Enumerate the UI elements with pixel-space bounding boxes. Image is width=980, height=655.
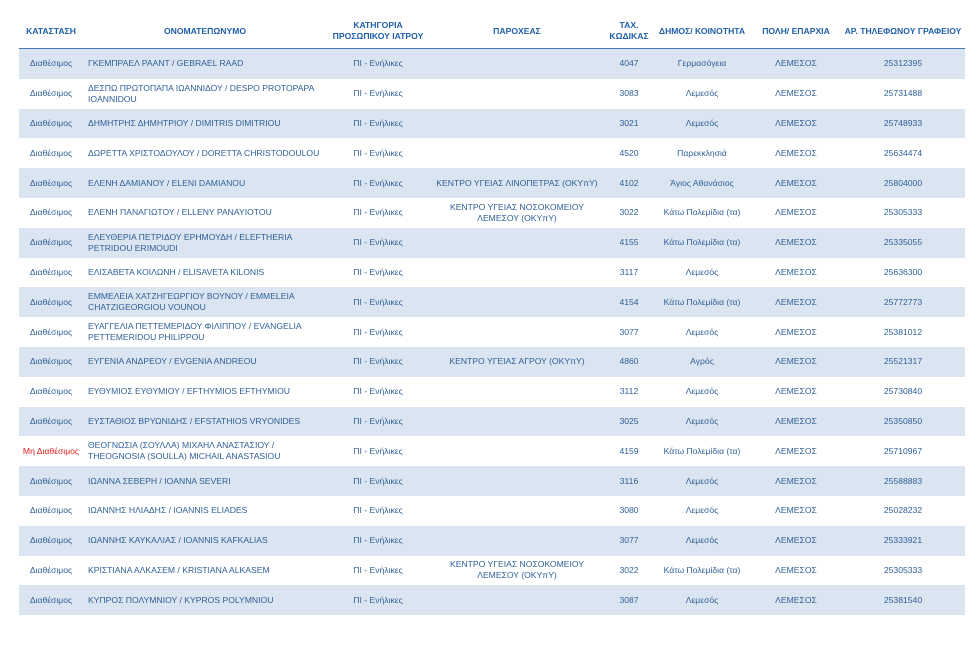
cell-city: ΛΕΜΕΣΟΣ	[751, 347, 841, 377]
cell-category: ΠΙ - Ενήλικες	[327, 228, 429, 258]
cell-provider	[429, 377, 605, 407]
cell-municipality: Λεμεσός	[685, 88, 719, 99]
cell-name: ΙΩΑΝΝΑ ΣΕΒΕΡΗ / IOANNA SEVERI	[83, 466, 327, 496]
table-row	[19, 168, 965, 198]
cell-name: ΚΡΙΣΤΙΑΝΑ ΑΛΚΑΣΕΜ / KRISTIANA ALKASEM	[88, 564, 270, 575]
cell-status: Διαθέσιμος	[19, 228, 83, 258]
cell-name: ΕΥΑΓΓΕΛΙΑ ΠΕΤΤΕΜΕΡΙΔΟΥ ΦΙΛΙΠΠΟΥ / EVANGELIA PETTEMERIDOU PHILIPPOU	[88, 321, 302, 343]
doctors-table	[19, 14, 965, 615]
cell-postcode: 4155	[605, 228, 653, 258]
cell-phone: 25521317	[841, 347, 965, 377]
cell-municipality: Λεμεσός	[653, 109, 751, 139]
cell-category: ΠΙ - Ενήλικες	[353, 266, 403, 277]
cell-municipality: Άγιος Αθανάσιος	[653, 168, 751, 198]
cell-postcode: 3083	[619, 88, 639, 99]
cell-provider	[429, 49, 605, 79]
cell-city: ΛΕΜΕΣΟΣ	[751, 407, 841, 437]
cell-status: Διαθέσιμος	[19, 347, 83, 377]
cell-name: ΙΩΑΝΝΗΣ ΚΑΥΚΑΛΙΑΣ / IOANNIS KAFKALIAS	[83, 526, 327, 556]
cell-municipality: Αγρός	[653, 347, 751, 377]
header-phone: ΑΡ. ΤΗΛΕΦΩΝΟΥ ΓΡΑΦΕΙΟΥ	[841, 14, 965, 49]
cell-name: ΕΜΜΕΛΕΙΑ ΧΑΤΖΗΓΕΩΡΓΙΟΥ ΒΟΥΝΟΥ / EMMELEIA CHATZIGEORGIOU VOUNOU	[83, 287, 327, 317]
cell-category: ΠΙ - Ενήλικες	[327, 526, 429, 556]
cell-phone: 25588883	[841, 466, 965, 496]
cell-name: ΕΥΣΤΑΘΙΟΣ ΒΡΥΩΝΙΔΗΣ / EFSTATHIOS VRYONIDES	[83, 407, 327, 437]
cell-city: ΛΕΜΕΣΟΣ	[775, 564, 817, 575]
cell-municipality: Κάτω Πολεμίδια (τα)	[663, 564, 741, 575]
table-body	[19, 49, 965, 616]
cell-provider	[429, 258, 605, 288]
cell-municipality: Λεμεσός	[685, 266, 719, 277]
cell-status: Διαθέσιμος	[19, 466, 83, 496]
table-row	[19, 377, 965, 407]
cell-postcode: 3021	[605, 109, 653, 139]
cell-postcode: 3077	[605, 526, 653, 556]
cell-name: ΔΗΜΗΤΡΗΣ ΔΗΜΗΤΡΙΟΥ / DIMITRIS DIMITRIOU	[83, 109, 327, 139]
cell-city: ΛΕΜΕΣΟΣ	[775, 147, 817, 158]
cell-phone: 25748933	[841, 109, 965, 139]
cell-category: ΠΙ - Ενήλικες	[327, 49, 429, 79]
cell-provider: ΚΕΝΤΡΟ ΥΓΕΙΑΣ ΑΓΡΟΥ (ΟΚΥπΥ)	[429, 347, 605, 377]
cell-phone: 25634474	[883, 147, 923, 158]
cell-name: ΕΥΓΕΝΙΑ ΑΝΔΡΕΟΥ / EVGENIA ANDREOU	[83, 347, 327, 377]
cell-postcode: 3080	[619, 505, 639, 516]
cell-phone: 25381540	[841, 585, 965, 615]
cell-status: Διαθέσιμος	[29, 386, 73, 397]
cell-provider	[429, 138, 605, 168]
cell-provider	[429, 228, 605, 258]
cell-city: ΛΕΜΕΣΟΣ	[751, 585, 841, 615]
header-postcode: ΤΑΧ. ΚΩΔΙΚΑΣ	[605, 14, 653, 49]
cell-category: ΠΙ - Ενήλικες	[327, 109, 429, 139]
table-row	[19, 198, 965, 228]
doctors-table-container	[19, 14, 965, 615]
cell-postcode: 3022	[619, 207, 639, 218]
cell-city: ΛΕΜΕΣΟΣ	[751, 466, 841, 496]
cell-phone: 25710967	[883, 445, 923, 456]
cell-phone: 25804000	[841, 168, 965, 198]
table-row	[19, 49, 965, 79]
cell-city: ΛΕΜΕΣΟΣ	[775, 207, 817, 218]
cell-category: ΠΙ - Ενήλικες	[327, 347, 429, 377]
table-row	[19, 585, 965, 615]
table-header-row	[19, 14, 965, 49]
cell-city: ΛΕΜΕΣΟΣ	[751, 526, 841, 556]
cell-category: ΠΙ - Ενήλικες	[353, 147, 403, 158]
cell-city: ΛΕΜΕΣΟΣ	[751, 109, 841, 139]
cell-city: ΛΕΜΕΣΟΣ	[775, 326, 817, 337]
cell-phone: 25305333	[883, 564, 923, 575]
cell-postcode: 4154	[605, 287, 653, 317]
cell-phone: 25772773	[841, 287, 965, 317]
table-row	[19, 526, 965, 556]
cell-status: Διαθέσιμος	[19, 287, 83, 317]
cell-postcode: 3022	[619, 564, 639, 575]
cell-provider	[429, 79, 605, 109]
cell-phone: 25381012	[883, 326, 923, 337]
cell-provider	[429, 287, 605, 317]
header-name: ΟΝΟΜΑΤΕΠΩΝΥΜΟ	[83, 14, 327, 49]
cell-status: Διαθέσιμος	[19, 49, 83, 79]
cell-category: ΠΙ - Ενήλικες	[353, 207, 403, 218]
cell-name: ΕΥΘΥΜΙΟΣ ΕΥΘΥΜΙΟΥ / EFTHYMIOS EFTHYMIOU	[88, 386, 290, 397]
cell-provider	[429, 317, 605, 347]
cell-category: ΠΙ - Ενήλικες	[353, 505, 403, 516]
cell-postcode: 4860	[605, 347, 653, 377]
cell-provider: ΚΕΝΤΡΟ ΥΓΕΙΑΣ ΝΟΣΟΚΟΜΕΙΟΥ ΛΕΜΕΣΟΥ (ΟΚΥπΥ)	[449, 201, 585, 223]
table-row	[19, 79, 965, 109]
cell-category: ΠΙ - Ενήλικες	[353, 564, 403, 575]
cell-phone: 25028232	[883, 505, 923, 516]
cell-city: ΛΕΜΕΣΟΣ	[751, 228, 841, 258]
cell-municipality: Γερμασόγεια	[653, 49, 751, 79]
table-row	[19, 407, 965, 437]
cell-status: Διαθέσιμος	[29, 564, 73, 575]
table-row	[19, 556, 965, 586]
cell-name: ΙΩΑΝΝΗΣ ΗΛΙΑΔΗΣ / IOANNIS ELIADES	[88, 505, 248, 516]
cell-category: ΠΙ - Ενήλικες	[327, 585, 429, 615]
cell-city: ΛΕΜΕΣΟΣ	[751, 168, 841, 198]
cell-status: Διαθέσιμος	[19, 526, 83, 556]
cell-status: Διαθέσιμος	[29, 207, 73, 218]
cell-name: ΕΛΕΝΗ ΔΑΜΙΑΝΟΥ / ELENI DAMIANOU	[83, 168, 327, 198]
cell-municipality: Κάτω Πολεμίδια (τα)	[663, 445, 741, 456]
table-row	[19, 258, 965, 288]
cell-municipality: Λεμεσός	[653, 466, 751, 496]
cell-postcode: 4159	[619, 445, 639, 456]
cell-provider: ΚΕΝΤΡΟ ΥΓΕΙΑΣ ΝΟΣΟΚΟΜΕΙΟΥ ΛΕΜΕΣΟΥ (ΟΚΥπΥ)	[449, 559, 585, 581]
cell-provider	[429, 109, 605, 139]
cell-status: Διαθέσιμος	[29, 326, 73, 337]
cell-status: Διαθέσιμος	[19, 585, 83, 615]
cell-city: ΛΕΜΕΣΟΣ	[751, 287, 841, 317]
header-provider: ΠΑΡΟΧΕΑΣ	[429, 14, 605, 49]
cell-provider	[429, 496, 605, 526]
table-row	[19, 317, 965, 347]
cell-name: ΕΛΙΣΑΒΕΤΑ ΚΟΙΛΩΝΗ / ELISAVETA KILONIS	[88, 266, 265, 277]
cell-name: ΕΛΕΥΘΕΡΙΑ ΠΕΤΡΙΔΟΥ ΕΡΗΜΟΥΔΗ / ELEFTHERIA PETRIDOU ERIMOUDI	[83, 228, 327, 258]
cell-name: ΚΥΠΡΟΣ ΠΟΛΥΜΝΙΟΥ / KYPROS POLYMNIOU	[83, 585, 327, 615]
table-row	[19, 496, 965, 526]
cell-phone: 25333921	[841, 526, 965, 556]
cell-name: ΘΕΟΓΝΩΣΙΑ (ΣΟΥΛΛΑ) ΜΙΧΑΗΛ ΑΝΑΣΤΑΣΙΟΥ / THEOGNOSIA (SOULLA) MICHAIL ANASTASIOU	[88, 440, 281, 462]
cell-phone: 25312395	[841, 49, 965, 79]
cell-category: ΠΙ - Ενήλικες	[353, 386, 403, 397]
cell-category: ΠΙ - Ενήλικες	[327, 407, 429, 437]
cell-city: ΛΕΜΕΣΟΣ	[751, 49, 841, 79]
table-row	[19, 138, 965, 168]
cell-city: ΛΕΜΕΣΟΣ	[775, 445, 817, 456]
cell-municipality: Κάτω Πολεμίδια (τα)	[653, 228, 751, 258]
cell-postcode: 3112	[619, 386, 639, 397]
cell-municipality: Κάτω Πολεμίδια (τα)	[653, 287, 751, 317]
cell-category: ΠΙ - Ενήλικες	[327, 466, 429, 496]
cell-status: Διαθέσιμος	[29, 266, 73, 277]
header-category: ΚΑΤΗΓΟΡΙΑ ΠΡΟΣΩΠΙΚΟΥ ΙΑΤΡΟΥ	[327, 14, 429, 49]
cell-phone: 25731488	[883, 88, 923, 99]
cell-city: ΛΕΜΕΣΟΣ	[775, 266, 817, 277]
cell-phone: 25335055	[841, 228, 965, 258]
cell-postcode: 3077	[619, 326, 639, 337]
cell-category: ΠΙ - Ενήλικες	[353, 445, 403, 456]
cell-status: Διαθέσιμος	[29, 88, 73, 99]
cell-name: ΓΚΕΜΠΡΑΕΛ ΡΑΑΝΤ / GEBRAEL RAAD	[83, 49, 327, 79]
cell-postcode: 3025	[605, 407, 653, 437]
cell-category: ΠΙ - Ενήλικες	[327, 287, 429, 317]
cell-municipality: Λεμεσός	[653, 526, 751, 556]
header-city: ΠΟΛΗ/ ΕΠΑΡΧΙΑ	[751, 14, 841, 49]
cell-municipality: Λεμεσός	[685, 505, 719, 516]
cell-city: ΛΕΜΕΣΟΣ	[775, 88, 817, 99]
cell-status: Διαθέσιμος	[19, 109, 83, 139]
cell-provider	[429, 407, 605, 437]
cell-status: Διαθέσιμος	[19, 407, 83, 437]
cell-city: ΛΕΜΕΣΟΣ	[775, 386, 817, 397]
cell-status: Διαθέσιμος	[29, 505, 73, 516]
cell-provider	[429, 436, 605, 466]
cell-provider	[429, 466, 605, 496]
cell-status: Διαθέσιμος	[29, 147, 73, 158]
cell-postcode: 4047	[605, 49, 653, 79]
cell-phone: 25305333	[883, 207, 923, 218]
cell-municipality: Λεμεσός	[653, 585, 751, 615]
cell-name: ΔΕΣΠΩ ΠΡΩΤΟΠΑΠΑ ΙΩΑΝΝΙΔΟΥ / DESPO PROTOPAPA IOANNIDOU	[88, 82, 314, 104]
cell-provider	[429, 526, 605, 556]
cell-status: Μη Διαθέσιμος	[22, 445, 80, 456]
cell-postcode: 3117	[619, 266, 639, 277]
cell-category: ΠΙ - Ενήλικες	[327, 168, 429, 198]
cell-postcode: 3116	[605, 466, 653, 496]
cell-municipality: Λεμεσός	[685, 326, 719, 337]
cell-name: ΔΩΡΕΤΤΑ ΧΡΙΣΤΟΔΟΥΛΟΥ / DORETTA CHRISTODOULOU	[88, 147, 320, 158]
cell-postcode: 4102	[605, 168, 653, 198]
table-row	[19, 228, 965, 258]
table-row	[19, 347, 965, 377]
cell-status: Διαθέσιμος	[19, 168, 83, 198]
table-row	[19, 287, 965, 317]
cell-provider: ΚΕΝΤΡΟ ΥΓΕΙΑΣ ΛΙΝΟΠΕΤΡΑΣ (ΟΚΥπΥ)	[429, 168, 605, 198]
header-municipality: ΔΗΜΟΣ/ ΚΟΙΝΟΤΗΤΑ	[653, 14, 751, 49]
cell-phone: 25636300	[883, 266, 923, 277]
cell-municipality: Λεμεσός	[653, 407, 751, 437]
cell-municipality: Κάτω Πολεμίδια (τα)	[663, 207, 741, 218]
cell-municipality: Παρεκκλησιά	[677, 147, 727, 158]
cell-postcode: 3087	[605, 585, 653, 615]
cell-category: ΠΙ - Ενήλικες	[353, 326, 403, 337]
table-row	[19, 436, 965, 466]
cell-municipality: Λεμεσός	[685, 386, 719, 397]
table-row	[19, 466, 965, 496]
cell-provider	[429, 585, 605, 615]
cell-postcode: 4520	[619, 147, 639, 158]
header-status: ΚΑΤΑΣΤΑΣΗ	[19, 14, 83, 49]
table-row	[19, 109, 965, 139]
cell-name: ΕΛΕΝΗ ΠΑΝΑΓΙΩΤΟΥ / ELLENY PANAYIOTOU	[88, 207, 272, 218]
cell-phone: 25350850	[841, 407, 965, 437]
cell-category: ΠΙ - Ενήλικες	[353, 88, 403, 99]
cell-phone: 25730840	[883, 386, 923, 397]
cell-city: ΛΕΜΕΣΟΣ	[775, 505, 817, 516]
